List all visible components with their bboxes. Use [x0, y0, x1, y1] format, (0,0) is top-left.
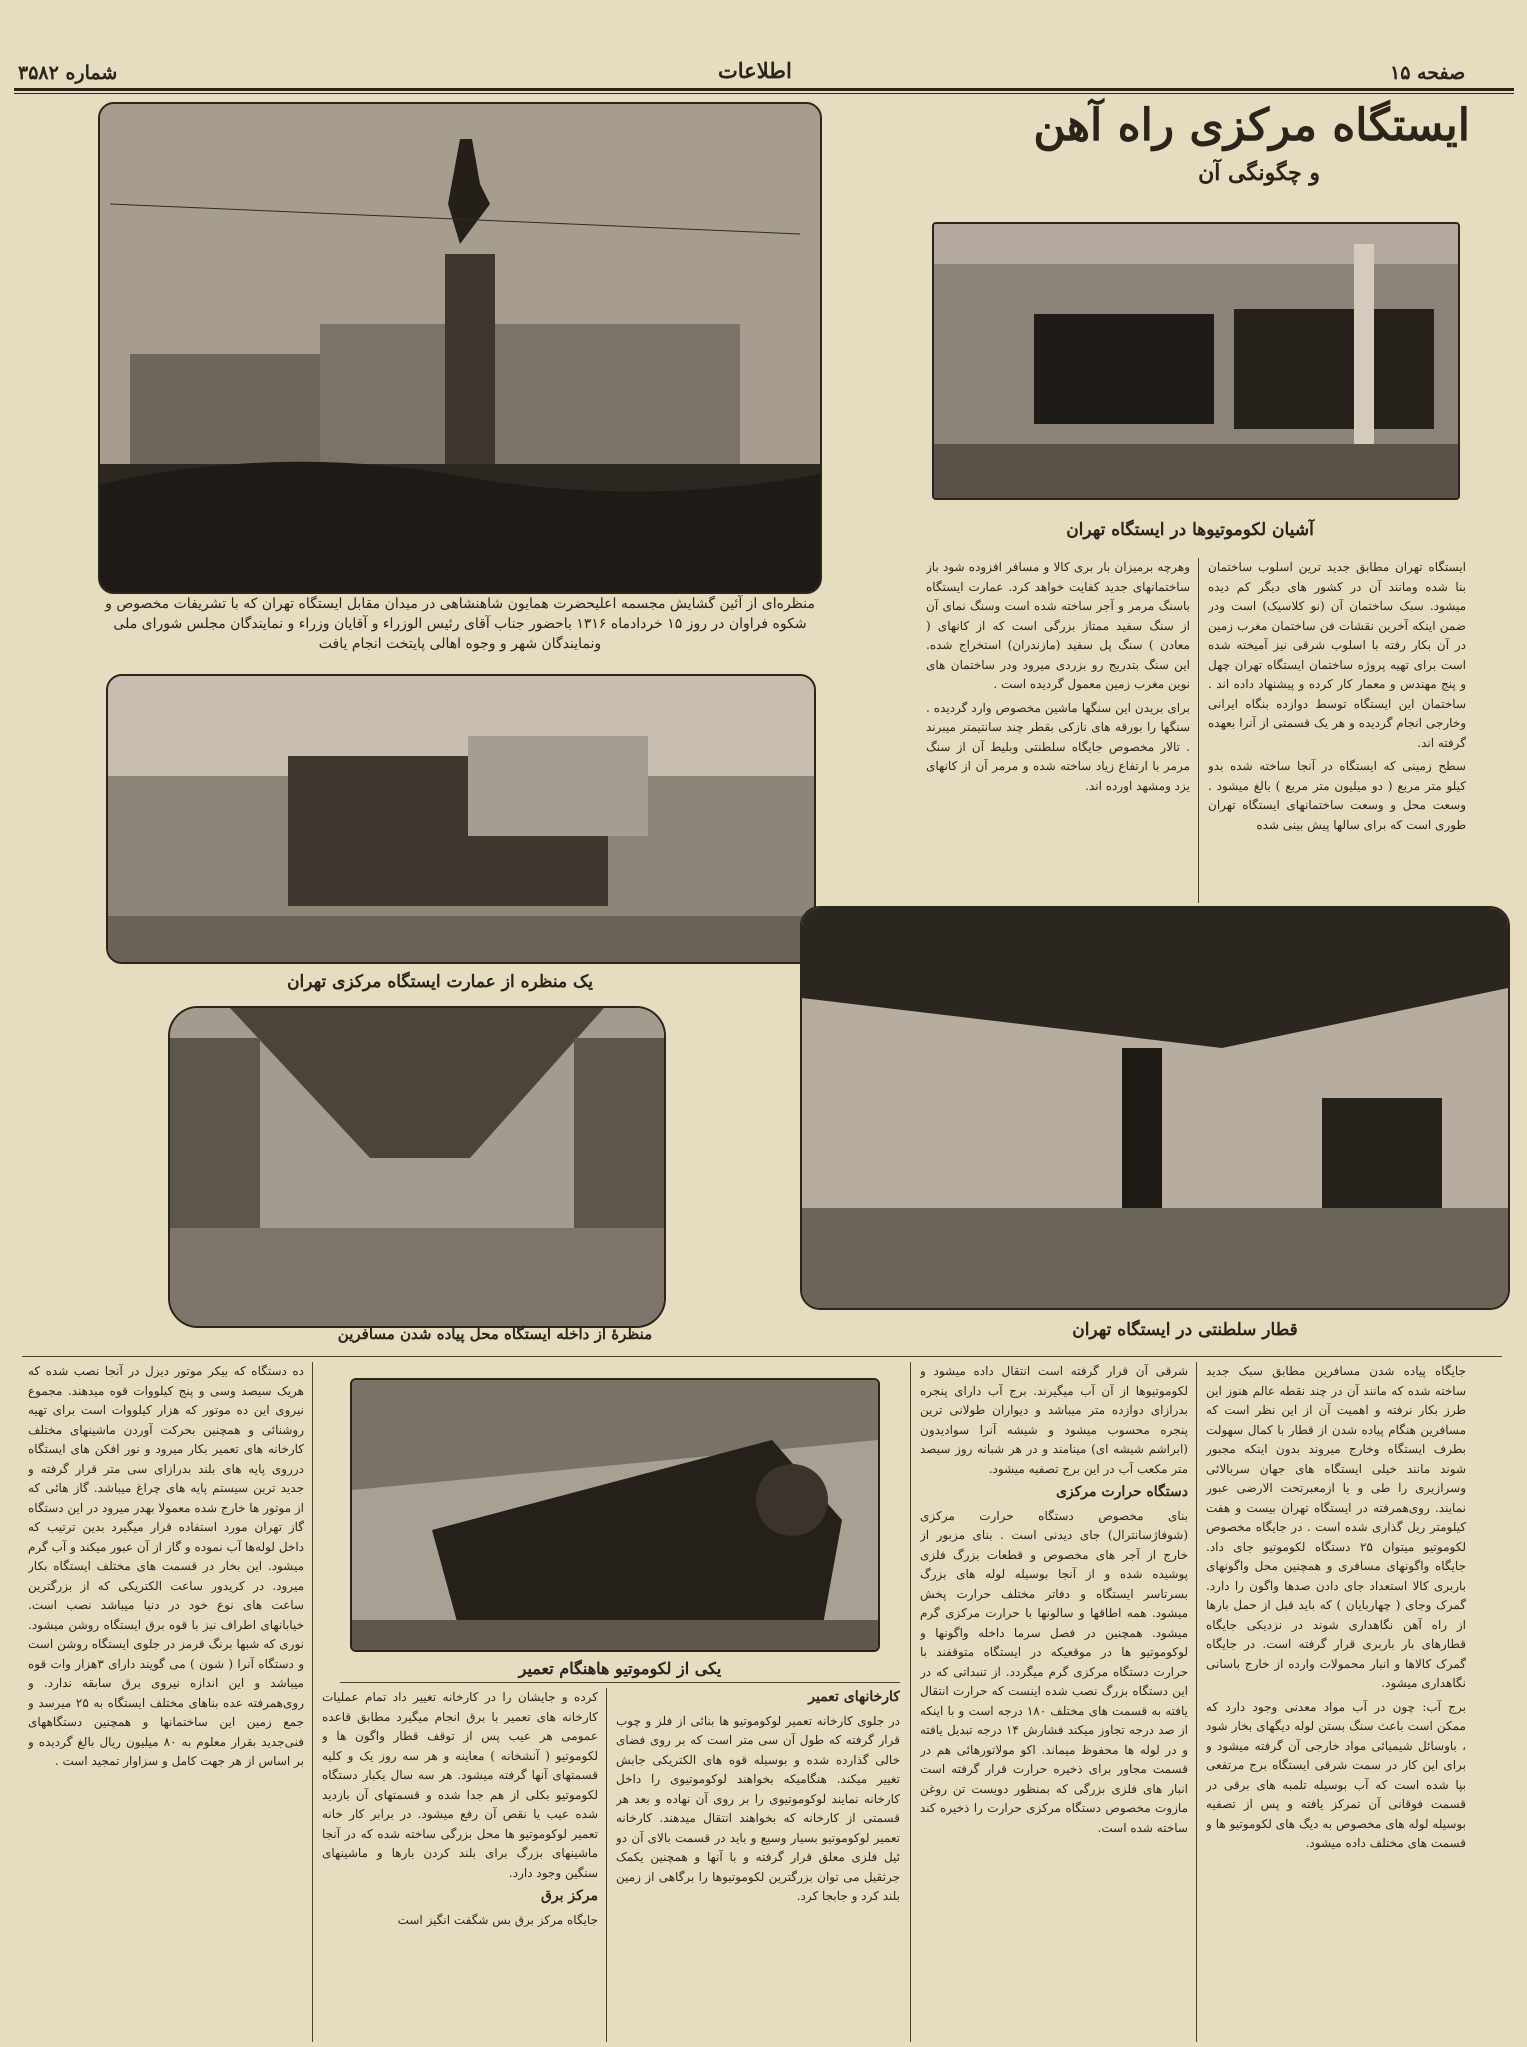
article-column-2 [926, 558, 1190, 903]
workshop-caption-rule [340, 1682, 900, 1683]
article-column-6 [322, 1688, 598, 2042]
column-1-paragraph-b: سطح زمینی که ایستگاه در آنجا ساخته شده بدو کیلو متر مربع ( دو میلیون متر مربع ) بالغ میشود . وسعت محل و وسعت ساختمانهای ایستگاه تهران طوری است که برای سالها پیش بینی شده [1208, 759, 1466, 832]
column-6-paragraph: کرده و جایشان را در کارخانه تغییر داد تمام عملیات کارخانه های تعمیر با برق انجام میگیرد مطابق قاعده عمومی هر عیب پس از توقف قطار واگون ها و لکوموتیو ( آنشخانه ) معاینه و هر سه روز یک و کلیه قسمتهای آنها گرفته میشود. هر سه سال یکبار دستگاه لکوموتیو بکلی از هم جدا شده و قسمتهای آن بازدید شده عیب یا نقص آن رفع میشود. در برابر کار خانه تعمیر لوکوموتیو ها محل بزرگی ساخته شده که در آنجا ماشینهای بزرگ برای بلند کردن بارها و ماشینهای سنگین وجود دارد. [322, 1690, 598, 1880]
column-divider [910, 1362, 911, 2042]
column-4-subheading: دستگاه حرارت مرکزی [1055, 1484, 1188, 1500]
photo-statue-ceremony [98, 102, 822, 594]
column-divider [1196, 1362, 1197, 2042]
article-title: ایستگاه مرکزی راه آهن [1033, 100, 1470, 151]
photo-platform-interior [168, 1006, 666, 1328]
article-column-5 [616, 1688, 900, 2042]
header-rule-thin [14, 93, 1514, 94]
lower-section-rule [22, 1356, 1502, 1357]
photo-locomotive-shed [932, 222, 1460, 500]
column-divider [606, 1688, 607, 2042]
article-column-4 [920, 1362, 1188, 2042]
column-3-paragraph: جایگاه پیاده شدن مسافرین مطابق سبک جدید ساخته شده که مانند آن در چند نقطه عالم هنوز این طرز بکار نرفته و اهمیت آن از این نظر است که مسافرین هنگام پیاده شدن از قطار با کمال سهولت بطرف ایستگاه وخارج میروند بدون اینکه مجبور شوند مانند خیلی ایستگاه های جهان سربالائی وسرازیری را طی و یا ازمعبرتحت الارضی عبور نمایند. روی‌همرفته در ایستگاه تهران بیست و هفت کیلومتر ریل گذاری شده است . در جایگاه مخصوص لکوموتیو میتوان ۲۵ دستگاه لکوموتیو جای داد. جایگاه واگونهای مسافری و همچنین محل واگونهای باربری کالا استعداد جای دادن صدها واگون را دارد. گمرک وجای ( چهاربایان ) که باید قبل از حمل بارها از راه آهن نگاهداری شوند در نزدیکی جایگاه قطارهای بار باربری قرار گرفته است. در جایگاه گمرک کالاها و انبار محمولات وارده از خارج باسانی نگاهداری میشود. [1206, 1364, 1466, 1690]
column-3-paragraph-b: برج آب: چون در آب مواد معدنی وجود دارد که ممکن است باعث سنگ بستن لوله دیگهای بخار شود ، باوسائل شیمیائی مواد خارجی آن گرفته میشود و برای این کار در سمت شرقی ایستگاه برج مرتفعی بپا شده است که آب بوسیله تلمبه های برقی در قسمت فوقانی آن تمرکز یافته و پس از تصفیه بوسیله لوله های مخصوص به دیگ های لکوموتیو ها و قسمت های مختلف داده میشود. [1206, 1699, 1466, 1850]
column-2-paragraph: وهرچه برمیزان بار بری کالا و مسافر افزوده شود باز ساختمانهای جدید کفایت خواهد کرد. عمارت ایستگاه باسنگ مرمر و آجر ساخته شده است وسنگ نمای آن از سنگ سفید ممتاز بزرگی است که از کانهای ( معادن ) سنگ پل سفید (مازندران) استخراج شده. این سنگ بتدریج رو بزردی میرود ودر ساختمان های نوین مغرب زمین معمول گردیده است . [926, 560, 1190, 691]
photo-station-building [106, 674, 816, 964]
caption-platform-interior: منظرهٔ از داخله ایستگاه محل پیاده شدن مسافرین [337, 1325, 653, 1343]
photo-royal-train [800, 906, 1510, 1310]
article-column-3 [1206, 1362, 1466, 2042]
column-divider [1198, 558, 1199, 903]
column-5-subheading: کارخانهای تعمیر [808, 1689, 900, 1705]
column-divider [312, 1362, 313, 2042]
column-4-paragraph-b: بنای مخصوص دستگاه حرارت مرکزی (شوفاژسانترال) جای دیدنی است . بنای مزبور از خارج از آجر های مخصوص و قطعات بزرگ فلزی پوشیده شده و از آنجا بوسیله لوله های بزرگ بسرتاسر ایستگاه و دفاتر مختلف حرارت پخش میشود. همه اطاقها و سالونها با حرارت مرکزی گرم میشود. همچنین در فصل سرما داخله واگونها و لوکوموتیو ها در موقعیکه در ایستگاه متوقفند با حرارت دستگاه مرکزی گرم میگردد. از تنبداتی که در این دستگاه بزرگ نصب شده اینست که حرارت انتقال یافته به قسمت های مختلف ۱۸۰ درجه است و با اینکه از صد درجه تجاوز میکند فشارش ۱۴ درجه تبدیل یافته و در لوله ها محفوظ میماند. اکو مولاتورهائی هم در قسمت مجاور برای ذخیره حرارت قرار گرفته است انبار های فلزی بزرگی که بمنظور دویست تن روغن مازوت مخصوص دستگاه مرکزی حرارت را ذخیره کند ساخته شده است. [920, 1508, 1188, 1835]
column-4-paragraph: شرقی آن قرار گرفته است انتقال داده میشود و لکوموتیوها از آن آب میگیرند. برج آب دارای پنجره بدرازای دوازده متر میباشد و دیواران طولانی ترین پنجره محسوب میشود و شیشه آنرا سوادیدون (ابراشم شیشه ای) مینامند و در هر شبانه روز سیصد متر مکعب آب در این برج تصفیه میشود. [920, 1364, 1188, 1476]
caption-repair-workshop: یکی از لکوموتیو هاهنگام تعمیر [518, 1659, 722, 1678]
column-6-subheading: مرکز برق [541, 1888, 598, 1904]
page-number: صفحه ۱۵ [1390, 62, 1466, 84]
photo-repair-workshop [350, 1378, 880, 1652]
article-column-1 [1208, 558, 1466, 912]
newspaper-name: اطلاعات [718, 58, 792, 83]
column-2-paragraph-b: برای بریدن این سنگها ماشین مخصوص وارد گردیده . سنگها را بورقه های نازکی بقطر چند سانتیمتر میبرند . تالار مخصوص جایگاه سلطنتی وبلیط آن از سنگ مرمر با ارتفاع زیاد ساخته شده و مرمر آن از کانهای یزد ومشهد اورده اند. [926, 700, 1190, 793]
column-6-paragraph-b: جایگاه مرکز برق بس شگفت انگیز است [397, 1912, 598, 1927]
header-rule [14, 88, 1514, 91]
article-column-7 [28, 1362, 304, 2042]
caption-station-building: یک منظره از عمارت ایستگاه مرکزی تهران [287, 972, 593, 992]
column-5-paragraph: در جلوی کارخانه تعمیر لوکوموتیو ها بنائی از فلز و چوب قرار گرفته که طول آن سی متر است که بر روی فضای خالی گذارده شده و بوسیله قوه های الکتریکی جابش تغییر میکند. هنگامیکه بخواهند لوکوموتیوی را داخل کارخانه نمایند لوکوموتیوی را بر روی آن نهاده و بعد هر قسمتی از کارخانه که بخواهند انتقال میدهند. کارخانه تعمیر لوکوموتیو بسیار وسیع و باید در قسمت بالای آن دو ئیل فلزی معلق قرار گرفته و با آنها و همچنین یکمک جرثقیل می توان بزرگترین لکوموتیوها را برگاهی از زمین بلند کرد و جابجا کرد. [616, 1713, 900, 1903]
caption-statue-ceremony: منظره‌ای از آئین گشایش مجسمه اعلیحضرت همایون شاهنشاهی در میدان مقابل ایستگاه تهران که با تشریفات مخصوص و شکوه فراوان در روز ۱۵ خردادماه ۱۳۱۶ باحضور جناب آقای رئیس الوزراء و آقایان وزراء و نمایندگان مجلس شورای ملی ونمایندگان شهر و وجوه اهالی پایتخت انجام یافت [105, 596, 815, 652]
column-7-paragraph: ده دستگاه که بیکر موتور دیزل در آنجا نصب شده که هریک سیصد وسی و پنج کیلووات قوه میدهند. مجموع نیروی این ده موتور که هزار کیلووات است برای تهیه روشنائی و همچنین بحرکت آوردن ماشینهای مختلف کارخانه های تعمیر بکار میرود و نور افکن های ایستگاه درروی پایه های بلند بدرازای سی متر قرار گرفته و جدید ترین سیستم پایه های چراغ میباشد. گاز هائی که از موتور ها خارج شده معمولا بهدر میرود در این دستگاه گاز تهران مورد استفاده قرار میگیرد بدین ترتیب که داخل لوله‌ها آب نموده و گاز از آن عبور میکند و آب گرم میشود. این بخار در قسمت های مختلف ایستگاه بکار میرود. در کریدور ساعت الکتریکی که از بزرگترین ساعت های نوع خود در دنیا میباشد نصب است. خیابانهای اطراف نیز با قوه برق ایستگاه روشن میشود. نوری که شبها برنگ قرمز در جلوی ایستگاه روشن است و دستگاه آنرا ( شون ) می گویند دارای ۳هزار وات قوه میباشد و این اندازه نیروی برق سابقه ندارد. و روی‌همرفته عده بناهای مختلف ایستگاه به ۲۵ میرسد و جمع زمین این ساختمانها و همچنین دستگاههای فنی‌جدید بقرار معلوم به ۸۰ میلیون ریال بالغ گردیده و بر اساس از هر جهت کامل و سزاوار تمجید است . [28, 1364, 304, 1768]
column-1-paragraph: ایستگاه تهران مطابق جدید ترین اسلوب ساختمان بنا شده ومانند آن در کشور های دیگر کم دیده میشود. سبک ساختمان آن (نو کلاسیک) است ودر ضمن اینکه آخرین نقشات فن ساختمان مغرب زمین در آن بکار رفته با اسلوب شرقی نیز آمیخته شده است برای تهیه پروژه ساختمان ایستگاه تهران چهل و پنج مهندس و معمار کار کرده و پیشنهاد داده اند . ساختمان این ایستگاه توسط دوازده بنگاه ایرانی وخارجی انجام گردیده و هر یک قسمتی از آنرا بعهده گرفته اند. [1208, 560, 1466, 750]
caption-locomotive-shed: آشیان لکوموتیوها در ایستگاه تهران [1066, 520, 1314, 540]
article-subtitle: و چگونگی آن [1198, 160, 1320, 186]
issue-number: شماره ۳۵۸۲ [18, 62, 118, 84]
caption-royal-train: قطار سلطنتی در ایستگاه تهران [1072, 1320, 1298, 1340]
